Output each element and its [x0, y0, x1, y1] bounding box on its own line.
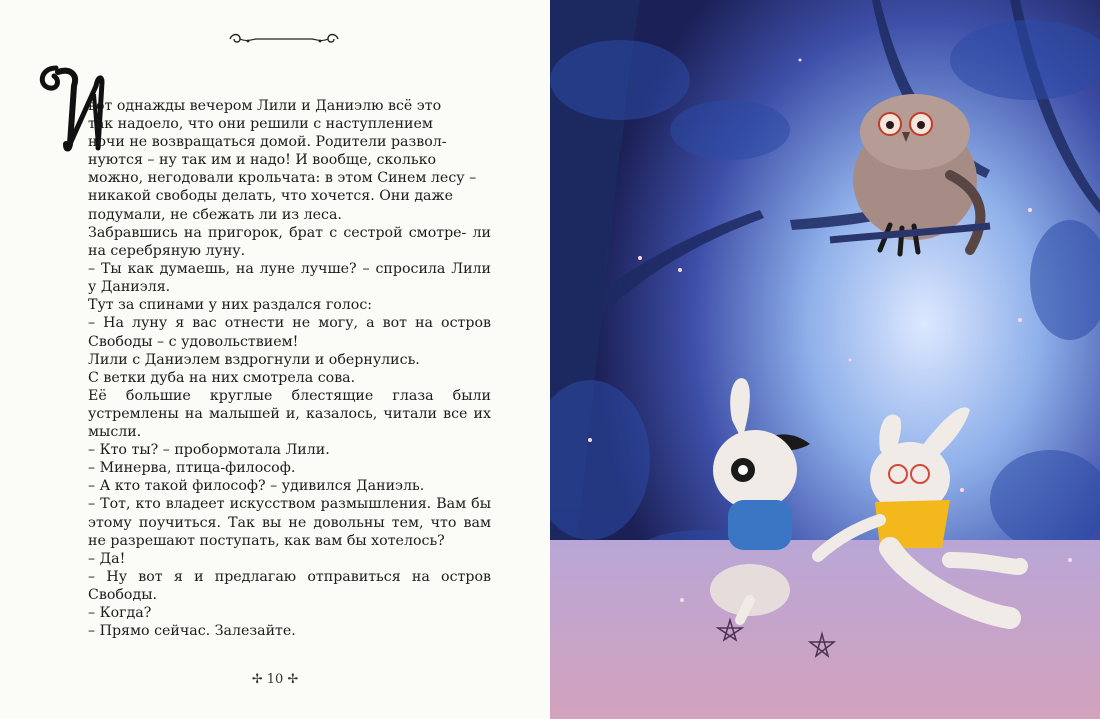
- illustration-page: [550, 0, 1100, 719]
- ornament-divider-icon: [224, 30, 344, 48]
- paragraph: – Ты как думаешь, на луне лучше? – спросила Лили у Даниэля.: [88, 261, 491, 296]
- story-text: [88, 97, 491, 224]
- paragraph: – Минерва, птица-философ.: [88, 460, 296, 477]
- paragraph: С ветки дуба на них смотрела сова.: [88, 369, 356, 386]
- paragraph: Лили с Даниэлем вздрогнули и обернулись.: [88, 351, 420, 368]
- paragraph: Забравшись на пригорок, брат с сестрой смотре- ли на серебряную луну.: [88, 225, 491, 260]
- paragraph: Её большие круглые блестящие глаза были устремлены на малышей и, казалось, читали все их мысли.: [88, 387, 491, 441]
- text-line: можно, негодовали крольчата: в этом Синем лесу –: [88, 170, 477, 187]
- paragraph: – Прямо сейчас. Залезайте.: [88, 623, 296, 640]
- text-line: никакой свободы делать, что хочется. Они даже: [88, 188, 453, 205]
- story-continued: [88, 224, 491, 640]
- first-line: вот однажды вечером Лили и Даниэлю всё это: [88, 98, 442, 114]
- paragraph: – А кто такой философ? – удивился Даниэль.: [88, 478, 425, 495]
- text-line: подумали, не сбежать ли из леса.: [88, 206, 342, 223]
- paragraph: – Да!: [88, 550, 126, 567]
- page-number: ✢ 10 ✢: [251, 672, 299, 687]
- paragraph: – Когда?: [88, 604, 152, 621]
- text-line: нуются – ну так им и надо! И вообще, сколько: [88, 152, 436, 169]
- paragraph: – Кто ты? – пробормотала Лили.: [88, 442, 330, 459]
- paragraph: Тут за спинами у них раздался голос:: [88, 297, 373, 314]
- paragraph: – Ну вот я и предлагаю отправиться на остров Свободы.: [88, 568, 491, 603]
- paragraph: – Тот, кто владеет искусством размышления. Вам бы этому поучиться. Так вы не довольны тем, что вам не разрешают поступать, как вам бы хотелось?: [88, 496, 491, 549]
- paragraph: – На луну я вас отнести не могу, а вот на остров Свободы – с удовольствием!: [88, 315, 491, 350]
- forest-illustration: [550, 0, 1100, 719]
- text-line: ночи не возвращаться домой. Родители развол-: [88, 134, 447, 151]
- text-line: так надоело, что они решили с наступлением: [88, 116, 433, 133]
